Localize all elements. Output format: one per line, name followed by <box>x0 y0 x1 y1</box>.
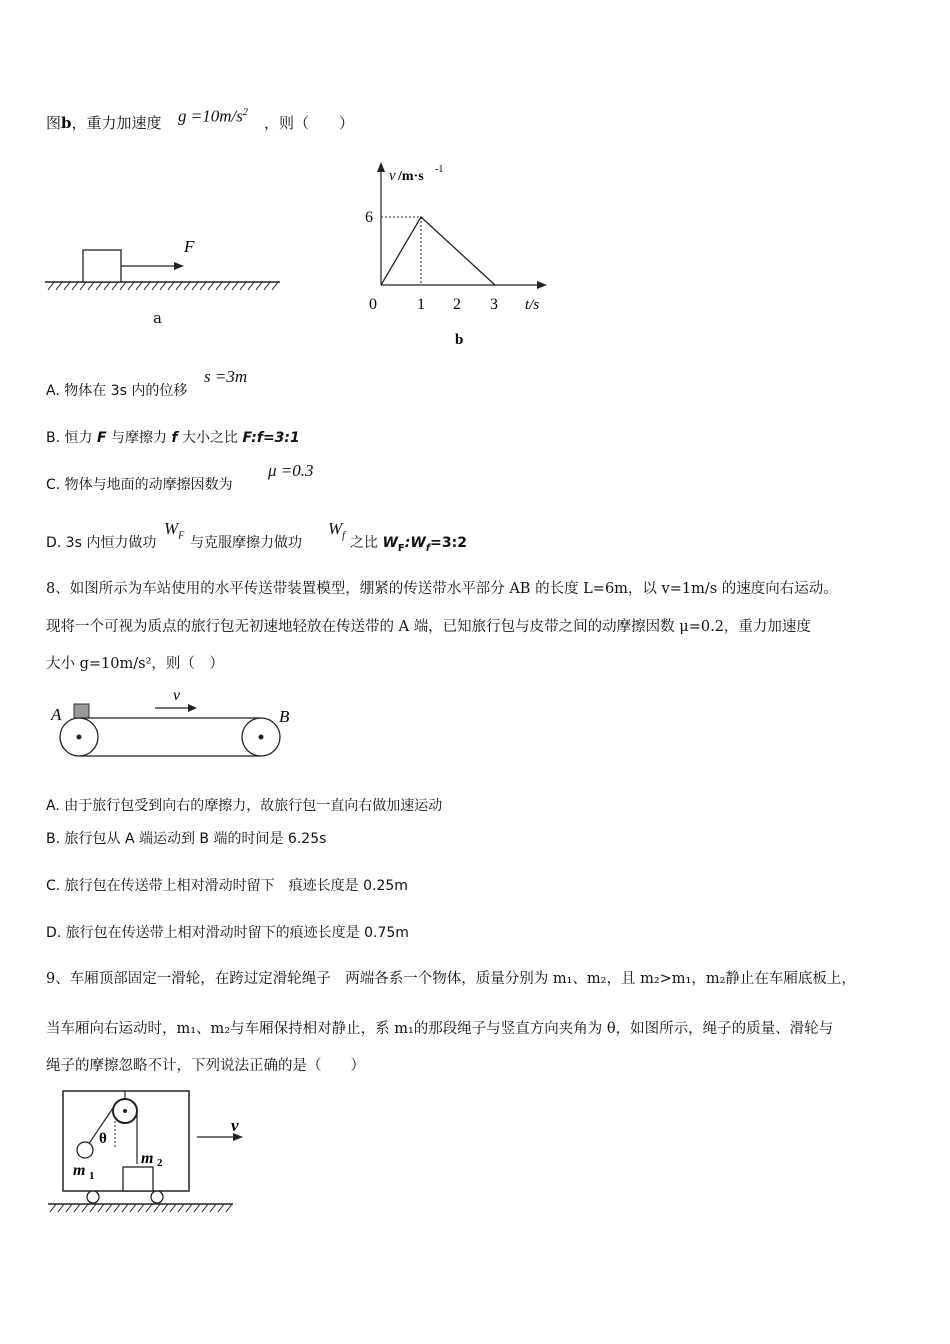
option-d-end <box>350 533 467 559</box>
option-d-mid: 与克服摩擦力做功 <box>190 535 302 551</box>
label-A: A <box>51 705 62 724</box>
x-tick-2: 2 <box>453 296 461 313</box>
option-b[interactable] <box>46 428 300 448</box>
v-arrow-head <box>188 704 197 712</box>
x-tick-3: 3 <box>490 296 498 313</box>
x-axis-label: t/s <box>525 297 540 313</box>
option-c[interactable] <box>46 475 233 495</box>
q8-option-d[interactable]: D. 旅行包在传送带上相对滑动时留下的痕迹长度是 0.75m <box>46 925 409 941</box>
option-d-ratio-w: W <box>382 535 398 551</box>
q7-intro-mid: ，重力加速度 <box>71 114 162 132</box>
option-d-ratio-sub2: f <box>425 542 431 554</box>
m2-label: m <box>141 1150 154 1167</box>
m2-sub: 2 <box>157 1157 163 1169</box>
m1-sub: 1 <box>89 1170 95 1182</box>
m1-label: m <box>73 1162 86 1179</box>
option-a-expr: s =3m <box>204 367 248 386</box>
q7-intro-prefix: 图 <box>46 114 62 132</box>
option-d-Wf <box>328 519 345 546</box>
y-tick-6: 6 <box>365 209 373 226</box>
x-axis-arrow <box>537 281 547 289</box>
option-b-f: f <box>171 430 178 446</box>
q9-line1: 9、车厢顶部固定一滑轮，在跨过定滑轮绳子 两端各系一个物体，质量分别为 m₁、m₂，且 m₂>m₁，m₂静止在车厢底板上， <box>46 971 856 987</box>
mass-m1 <box>77 1142 93 1158</box>
option-d-ratio-end: =3:2 <box>430 535 467 551</box>
velocity-curve <box>381 217 495 285</box>
y-axis-label: v <box>389 168 396 184</box>
y-axis-unit: /m·s <box>398 169 424 184</box>
mass-m2 <box>123 1167 153 1191</box>
q9-line2: 当车厢向右运动时，m₁、m₂与车厢保持相对静止，系 m₁的那段绳子与竖直方向夹角为 θ，如图所示，绳子的质量、滑轮与 <box>46 1021 834 1037</box>
q7-intro <box>46 113 162 133</box>
option-a-label: A. 物体在 3s 内的位移 <box>46 383 188 399</box>
option-a[interactable] <box>46 381 187 401</box>
q8-line3: 大小 g=10m/s²，则（ ） <box>46 656 224 672</box>
ground-hatching <box>48 282 278 290</box>
x-tick-0: 0 <box>369 296 377 313</box>
force-label: F <box>184 237 195 256</box>
theta-label: θ <box>99 1131 107 1147</box>
q7-intro-end: ，则（ ） <box>264 114 355 132</box>
option-d-wfr-sub: f <box>342 530 345 542</box>
figure-b-caption: b <box>455 332 464 348</box>
q8-line1: 8、如图所示为车站使用的水平传送带装置模型，绷紧的传送带水平部分 AB 的长度 L=6m，以 v=1m/s 的速度向右运动。 <box>46 581 838 597</box>
q9-carriage-figure <box>45 1085 250 1220</box>
label-v: v <box>173 687 181 704</box>
option-d-wf-sub: F <box>178 530 185 542</box>
gravity-expression <box>178 103 248 127</box>
x-tick-1: 1 <box>417 296 425 313</box>
right-wheel <box>151 1191 163 1203</box>
y-axis-arrow <box>377 162 385 172</box>
option-d-end-text: 之比 <box>350 535 383 551</box>
q9-line3: 绳子的摩擦忽略不计，下列说法正确的是（ ） <box>46 1058 365 1074</box>
left-wheel <box>87 1191 99 1203</box>
label-B: B <box>279 707 290 726</box>
luggage <box>74 704 89 718</box>
figure-a-block-force <box>40 230 290 330</box>
g-sup: 2 <box>242 107 248 118</box>
option-d[interactable] <box>46 533 156 553</box>
q8-option-c[interactable]: C. 旅行包在传送带上相对滑动时留下 痕迹长度是 0.25m <box>46 878 408 894</box>
y-axis-unit-sup: -1 <box>435 164 444 175</box>
option-d-wf: W <box>164 519 179 538</box>
g-expr: g =10m/s <box>178 106 243 126</box>
q9-v-label: v <box>231 1116 239 1135</box>
pulley-center <box>123 1109 127 1113</box>
left-pulley-center <box>77 735 82 740</box>
q9-ground-hatching <box>50 1204 232 1212</box>
option-c-expr: μ =0.3 <box>268 461 314 480</box>
option-d-WF <box>164 519 184 546</box>
option-b-ratio: F:f=3:1 <box>242 430 300 446</box>
option-b-mid2: 大小之比 <box>182 430 238 446</box>
block <box>83 250 121 282</box>
option-c-label: C. 物体与地面的动摩擦因数为 <box>46 477 233 493</box>
q7-intro-b: b <box>61 114 72 132</box>
q8-line2: 现将一个可视为质点的旅行包无初速地轻放在传送带的 A 端，已知旅行包与皮带之间的动摩擦因数 μ=0.2，重力加速度 <box>46 619 811 635</box>
right-pulley-center <box>259 735 264 740</box>
q8-conveyor-figure <box>45 680 305 765</box>
option-d-ratio-sub1: F <box>397 542 405 554</box>
q8-option-a[interactable]: A. 由于旅行包受到向右的摩擦力，故旅行包一直向右做加速运动 <box>46 798 443 814</box>
option-d-wfr: W <box>328 519 343 538</box>
option-b-label: B. 恒力 <box>46 430 93 446</box>
option-b-F: F <box>96 430 107 446</box>
option-d-label: D. 3s 内恒力做功 <box>46 535 157 551</box>
option-b-mid1: 与摩擦力 <box>111 430 167 446</box>
figure-a-caption: a <box>153 309 162 327</box>
figure-b-vt-graph <box>355 158 565 358</box>
force-arrow-head <box>174 262 184 270</box>
q8-option-b[interactable]: B. 旅行包从 A 端运动到 B 端的时间是 6.25s <box>46 831 327 847</box>
option-d-ratio-mid: :W <box>404 535 426 551</box>
